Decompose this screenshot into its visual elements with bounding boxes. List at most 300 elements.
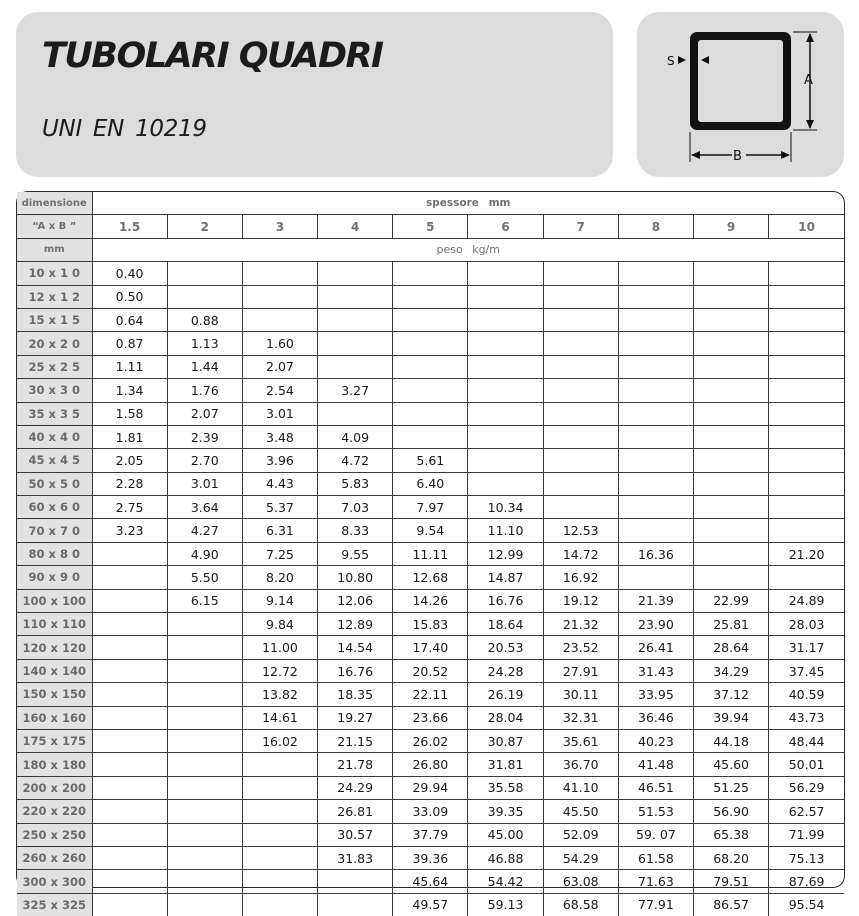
weight-cell: 24.89 <box>769 589 844 612</box>
weight-cell: 2.70 <box>167 449 242 472</box>
weight-cell: 3.01 <box>242 402 317 425</box>
table-row <box>17 659 844 682</box>
weight-cell: 1.81 <box>92 425 167 448</box>
weight-cell: 2.75 <box>92 496 167 519</box>
weight-cell <box>769 449 844 472</box>
weight-cell <box>318 262 393 285</box>
weight-cell: 15.83 <box>393 613 468 636</box>
weight-cell: 9.54 <box>393 519 468 542</box>
weight-cell: 16.36 <box>618 542 693 565</box>
weight-cell <box>92 659 167 682</box>
thickness-header-cell: 2 <box>167 215 242 238</box>
weight-cell <box>92 776 167 799</box>
table-row <box>17 893 844 916</box>
dimension-cell: 110 x 110 <box>17 613 92 636</box>
weight-cell <box>393 285 468 308</box>
weight-cell: 12.99 <box>468 542 543 565</box>
weight-cell <box>468 402 543 425</box>
weight-cell <box>393 262 468 285</box>
weight-cell: 77.91 <box>618 893 693 916</box>
weight-cell: 65.38 <box>694 823 769 846</box>
weight-cell <box>694 542 769 565</box>
weight-cell: 14.26 <box>393 589 468 612</box>
weight-cell: 39.94 <box>694 706 769 729</box>
a-arrow-bottom <box>806 120 814 129</box>
weight-cell: 9.84 <box>242 613 317 636</box>
weight-cell: 30.11 <box>543 683 618 706</box>
weight-table-container <box>16 191 845 913</box>
weight-cell <box>167 659 242 682</box>
table-row <box>17 589 844 612</box>
dimension-cell: 260 x 260 <box>17 846 92 869</box>
weight-cell <box>242 846 317 869</box>
weight-cell: 2.07 <box>242 355 317 378</box>
weight-cell <box>769 308 844 331</box>
weight-cell: 32.31 <box>543 706 618 729</box>
header-row-thickness-values <box>17 215 844 238</box>
weight-cell: 35.58 <box>468 776 543 799</box>
weight-cell <box>694 285 769 308</box>
weight-cell <box>92 566 167 589</box>
weight-cell: 68.58 <box>543 893 618 916</box>
weight-cell: 33.95 <box>618 683 693 706</box>
weight-cell: 46.88 <box>468 846 543 869</box>
dimension-cell: 50 x 5 0 <box>17 472 92 495</box>
weight-cell: 1.44 <box>167 355 242 378</box>
weight-cell <box>167 893 242 916</box>
b-arrow-right <box>781 151 790 159</box>
b-arrow-left <box>691 151 700 159</box>
weight-table-body <box>17 262 844 916</box>
weight-cell: 14.87 <box>468 566 543 589</box>
weight-cell: 3.48 <box>242 425 317 448</box>
weight-cell: 20.52 <box>393 659 468 682</box>
table-row <box>17 846 844 869</box>
table-row <box>17 402 844 425</box>
weight-cell: 0.88 <box>167 308 242 331</box>
weight-cell: 21.32 <box>543 613 618 636</box>
weight-cell: 14.72 <box>543 542 618 565</box>
weight-cell <box>242 893 317 916</box>
table-row <box>17 355 844 378</box>
weight-cell: 16.76 <box>468 589 543 612</box>
weight-cell: 7.03 <box>318 496 393 519</box>
weight-cell: 23.66 <box>393 706 468 729</box>
weight-cell <box>167 285 242 308</box>
weight-heading: peso kg/m <box>92 238 844 261</box>
weight-cell <box>318 308 393 331</box>
table-row <box>17 683 844 706</box>
weight-cell <box>468 285 543 308</box>
corner-dimension-label: dimensione <box>17 192 92 215</box>
weight-cell: 18.64 <box>468 613 543 636</box>
weight-cell: 17.40 <box>393 636 468 659</box>
weight-cell: 0.64 <box>92 308 167 331</box>
weight-cell: 59. 07 <box>618 823 693 846</box>
weight-cell <box>92 870 167 893</box>
weight-cell: 95.54 <box>769 893 844 916</box>
weight-cell: 28.04 <box>468 706 543 729</box>
weight-cell: 12.53 <box>543 519 618 542</box>
weight-cell: 49.57 <box>393 893 468 916</box>
weight-cell: 31.43 <box>618 659 693 682</box>
table-row <box>17 613 844 636</box>
weight-cell <box>543 425 618 448</box>
weight-cell <box>167 776 242 799</box>
weight-cell: 21.78 <box>318 753 393 776</box>
weight-cell: 0.87 <box>92 332 167 355</box>
weight-cell: 4.72 <box>318 449 393 472</box>
weight-cell: 28.64 <box>694 636 769 659</box>
dimension-cell: 70 x 7 0 <box>17 519 92 542</box>
weight-cell: 1.11 <box>92 355 167 378</box>
label-b: B <box>733 149 742 164</box>
weight-cell <box>618 379 693 402</box>
weight-cell: 1.60 <box>242 332 317 355</box>
weight-cell <box>468 472 543 495</box>
dimension-cell: 35 x 3 5 <box>17 402 92 425</box>
weight-cell: 7.25 <box>242 542 317 565</box>
dimension-cell: 140 x 140 <box>17 659 92 682</box>
weight-cell: 63.08 <box>543 870 618 893</box>
dimension-cell: 180 x 180 <box>17 753 92 776</box>
weight-cell: 8.33 <box>318 519 393 542</box>
dimension-cell: 100 x 100 <box>17 589 92 612</box>
weight-cell <box>769 402 844 425</box>
standard-code: UNI EN 10219 <box>42 116 207 142</box>
weight-cell <box>167 753 242 776</box>
weight-cell: 26.80 <box>393 753 468 776</box>
weight-cell: 40.59 <box>769 683 844 706</box>
weight-cell: 52.09 <box>543 823 618 846</box>
weight-cell: 9.55 <box>318 542 393 565</box>
weight-cell: 21.15 <box>318 729 393 752</box>
tube-inner-profile <box>698 40 783 122</box>
weight-cell: 2.05 <box>92 449 167 472</box>
table-row <box>17 542 844 565</box>
weight-cell: 37.12 <box>694 683 769 706</box>
thickness-header-cell: 5 <box>393 215 468 238</box>
weight-cell: 26.19 <box>468 683 543 706</box>
weight-cell: 68.20 <box>694 846 769 869</box>
weight-cell: 18.35 <box>318 683 393 706</box>
weight-cell <box>769 472 844 495</box>
corner-axb-label: “A x B ” <box>17 215 92 238</box>
weight-cell <box>694 379 769 402</box>
weight-cell <box>769 285 844 308</box>
weight-cell <box>167 729 242 752</box>
weight-cell: 22.99 <box>694 589 769 612</box>
weight-cell: 21.20 <box>769 542 844 565</box>
dimension-cell: 10 x 1 0 <box>17 262 92 285</box>
weight-cell: 45.64 <box>393 870 468 893</box>
weight-cell <box>92 753 167 776</box>
weight-cell: 8.20 <box>242 566 317 589</box>
weight-cell <box>393 308 468 331</box>
weight-cell <box>543 402 618 425</box>
weight-cell <box>393 379 468 402</box>
weight-cell: 10.34 <box>468 496 543 519</box>
weight-cell: 5.37 <box>242 496 317 519</box>
weight-cell <box>318 285 393 308</box>
weight-cell <box>694 496 769 519</box>
weight-cell <box>92 729 167 752</box>
weight-cell: 24.29 <box>318 776 393 799</box>
weight-cell: 1.34 <box>92 379 167 402</box>
weight-cell: 23.90 <box>618 613 693 636</box>
weight-cell: 50.01 <box>769 753 844 776</box>
weight-cell <box>618 355 693 378</box>
weight-cell <box>242 753 317 776</box>
weight-cell: 54.42 <box>468 870 543 893</box>
weight-cell <box>694 308 769 331</box>
weight-cell <box>242 776 317 799</box>
weight-cell <box>618 449 693 472</box>
weight-cell: 31.17 <box>769 636 844 659</box>
weight-cell <box>318 402 393 425</box>
weight-cell: 86.57 <box>694 893 769 916</box>
dimension-cell: 325 x 325 <box>17 893 92 916</box>
weight-cell <box>769 566 844 589</box>
weight-cell: 2.39 <box>167 425 242 448</box>
weight-cell <box>618 519 693 542</box>
weight-cell: 12.68 <box>393 566 468 589</box>
weight-cell <box>242 262 317 285</box>
weight-cell: 51.25 <box>694 776 769 799</box>
weight-cell: 21.39 <box>618 589 693 612</box>
thickness-header-cell: 4 <box>318 215 393 238</box>
weight-cell: 62.57 <box>769 800 844 823</box>
page-title: TUBOLARI QUADRI <box>42 36 383 76</box>
weight-cell: 33.09 <box>393 800 468 823</box>
weight-cell <box>92 636 167 659</box>
dimension-cell: 250 x 250 <box>17 823 92 846</box>
weight-cell: 3.27 <box>318 379 393 402</box>
weight-cell: 24.28 <box>468 659 543 682</box>
weight-cell: 5.61 <box>393 449 468 472</box>
weight-cell <box>769 425 844 448</box>
table-row <box>17 706 844 729</box>
label-a: A <box>804 73 813 88</box>
weight-cell <box>468 379 543 402</box>
thickness-header-cell: 3 <box>242 215 317 238</box>
weight-cell: 87.69 <box>769 870 844 893</box>
weight-cell <box>769 379 844 402</box>
weight-cell <box>694 566 769 589</box>
weight-cell <box>543 262 618 285</box>
dimension-cell: 220 x 220 <box>17 800 92 823</box>
weight-cell: 48.44 <box>769 729 844 752</box>
weight-cell: 6.40 <box>393 472 468 495</box>
weight-cell <box>468 355 543 378</box>
weight-cell <box>242 285 317 308</box>
weight-cell: 20.53 <box>468 636 543 659</box>
weight-cell: 16.02 <box>242 729 317 752</box>
weight-cell <box>468 332 543 355</box>
table-row <box>17 285 844 308</box>
weight-cell <box>769 519 844 542</box>
weight-cell: 71.63 <box>618 870 693 893</box>
weight-cell: 1.76 <box>167 379 242 402</box>
weight-cell: 16.76 <box>318 659 393 682</box>
weight-cell <box>92 683 167 706</box>
thickness-header-cell: 1.5 <box>92 215 167 238</box>
weight-cell <box>618 496 693 519</box>
thickness-header-cell: 9 <box>694 215 769 238</box>
weight-cell: 23.52 <box>543 636 618 659</box>
weight-cell <box>468 449 543 472</box>
weight-cell: 13.82 <box>242 683 317 706</box>
table-row <box>17 472 844 495</box>
weight-cell: 30.57 <box>318 823 393 846</box>
weight-cell <box>543 496 618 519</box>
weight-cell <box>167 613 242 636</box>
dimension-cell: 90 x 9 0 <box>17 566 92 589</box>
weight-cell: 39.35 <box>468 800 543 823</box>
weight-cell <box>92 823 167 846</box>
weight-cell: 56.29 <box>769 776 844 799</box>
weight-cell: 28.03 <box>769 613 844 636</box>
weight-cell: 1.58 <box>92 402 167 425</box>
weight-cell <box>543 472 618 495</box>
dimension-cell: 20 x 2 0 <box>17 332 92 355</box>
weight-cell <box>618 285 693 308</box>
weight-cell <box>694 519 769 542</box>
dimension-cell: 45 x 4 5 <box>17 449 92 472</box>
thickness-header-cell: 7 <box>543 215 618 238</box>
thickness-heading: spessore mm <box>92 192 844 215</box>
weight-cell: 16.92 <box>543 566 618 589</box>
weight-cell: 7.97 <box>393 496 468 519</box>
weight-cell <box>694 402 769 425</box>
weight-cell: 14.61 <box>242 706 317 729</box>
weight-cell: 27.91 <box>543 659 618 682</box>
weight-cell: 3.64 <box>167 496 242 519</box>
weight-cell <box>393 425 468 448</box>
weight-cell: 12.72 <box>242 659 317 682</box>
weight-cell: 71.99 <box>769 823 844 846</box>
weight-cell: 61.58 <box>618 846 693 869</box>
weight-cell: 0.50 <box>92 285 167 308</box>
table-row <box>17 425 844 448</box>
weight-cell <box>318 870 393 893</box>
weight-cell: 35.61 <box>543 729 618 752</box>
weight-cell <box>167 706 242 729</box>
weight-cell <box>92 846 167 869</box>
weight-cell <box>242 800 317 823</box>
weight-cell <box>543 308 618 331</box>
weight-cell <box>393 332 468 355</box>
weight-cell <box>694 472 769 495</box>
weight-cell <box>468 262 543 285</box>
weight-cell: 54.29 <box>543 846 618 869</box>
dimension-cell: 120 x 120 <box>17 636 92 659</box>
table-row <box>17 379 844 402</box>
weight-cell: 4.09 <box>318 425 393 448</box>
weight-cell <box>618 262 693 285</box>
weight-cell: 46.51 <box>618 776 693 799</box>
dimension-cell: 150 x 150 <box>17 683 92 706</box>
weight-cell: 22.11 <box>393 683 468 706</box>
table-row <box>17 566 844 589</box>
weight-table <box>17 192 844 916</box>
weight-cell <box>618 425 693 448</box>
table-row <box>17 449 844 472</box>
weight-cell: 5.50 <box>167 566 242 589</box>
weight-cell: 45.50 <box>543 800 618 823</box>
table-row <box>17 262 844 285</box>
weight-cell: 41.48 <box>618 753 693 776</box>
weight-cell: 45.60 <box>694 753 769 776</box>
weight-cell: 19.27 <box>318 706 393 729</box>
weight-cell <box>167 846 242 869</box>
weight-cell <box>318 355 393 378</box>
weight-cell: 3.01 <box>167 472 242 495</box>
weight-cell: 11.11 <box>393 542 468 565</box>
weight-cell <box>769 496 844 519</box>
table-row <box>17 753 844 776</box>
dimension-cell: 15 x 1 5 <box>17 308 92 331</box>
weight-cell <box>167 823 242 846</box>
weight-cell <box>318 893 393 916</box>
weight-cell <box>618 332 693 355</box>
weight-cell: 4.90 <box>167 542 242 565</box>
weight-cell: 9.14 <box>242 589 317 612</box>
weight-cell <box>468 425 543 448</box>
weight-cell <box>242 823 317 846</box>
weight-cell: 6.15 <box>167 589 242 612</box>
weight-cell: 0.40 <box>92 262 167 285</box>
weight-cell: 36.46 <box>618 706 693 729</box>
weight-cell <box>92 542 167 565</box>
weight-cell: 31.83 <box>318 846 393 869</box>
weight-cell <box>694 332 769 355</box>
dimension-cell: 25 x 2 5 <box>17 355 92 378</box>
weight-cell: 75.13 <box>769 846 844 869</box>
weight-cell: 37.79 <box>393 823 468 846</box>
weight-cell: 30.87 <box>468 729 543 752</box>
weight-cell: 29.94 <box>393 776 468 799</box>
thickness-header-cell: 8 <box>618 215 693 238</box>
title-panel <box>16 12 613 177</box>
label-s: S <box>667 54 675 68</box>
dimension-cell: 200 x 200 <box>17 776 92 799</box>
weight-cell <box>543 355 618 378</box>
weight-cell: 10.80 <box>318 566 393 589</box>
weight-cell <box>694 262 769 285</box>
weight-cell <box>92 800 167 823</box>
table-row <box>17 823 844 846</box>
a-arrow-top <box>806 33 814 42</box>
dimension-cell: 80 x 8 0 <box>17 542 92 565</box>
weight-cell: 2.07 <box>167 402 242 425</box>
weight-cell: 14.54 <box>318 636 393 659</box>
weight-cell <box>393 355 468 378</box>
weight-cell: 41.10 <box>543 776 618 799</box>
weight-cell: 56.90 <box>694 800 769 823</box>
weight-cell: 3.23 <box>92 519 167 542</box>
weight-cell: 19.12 <box>543 589 618 612</box>
dimension-cell: 30 x 3 0 <box>17 379 92 402</box>
table-row <box>17 776 844 799</box>
weight-cell: 4.27 <box>167 519 242 542</box>
weight-cell: 12.06 <box>318 589 393 612</box>
weight-cell <box>318 332 393 355</box>
weight-cell: 39.36 <box>393 846 468 869</box>
weight-cell <box>769 355 844 378</box>
weight-cell: 51.53 <box>618 800 693 823</box>
weight-cell <box>242 308 317 331</box>
